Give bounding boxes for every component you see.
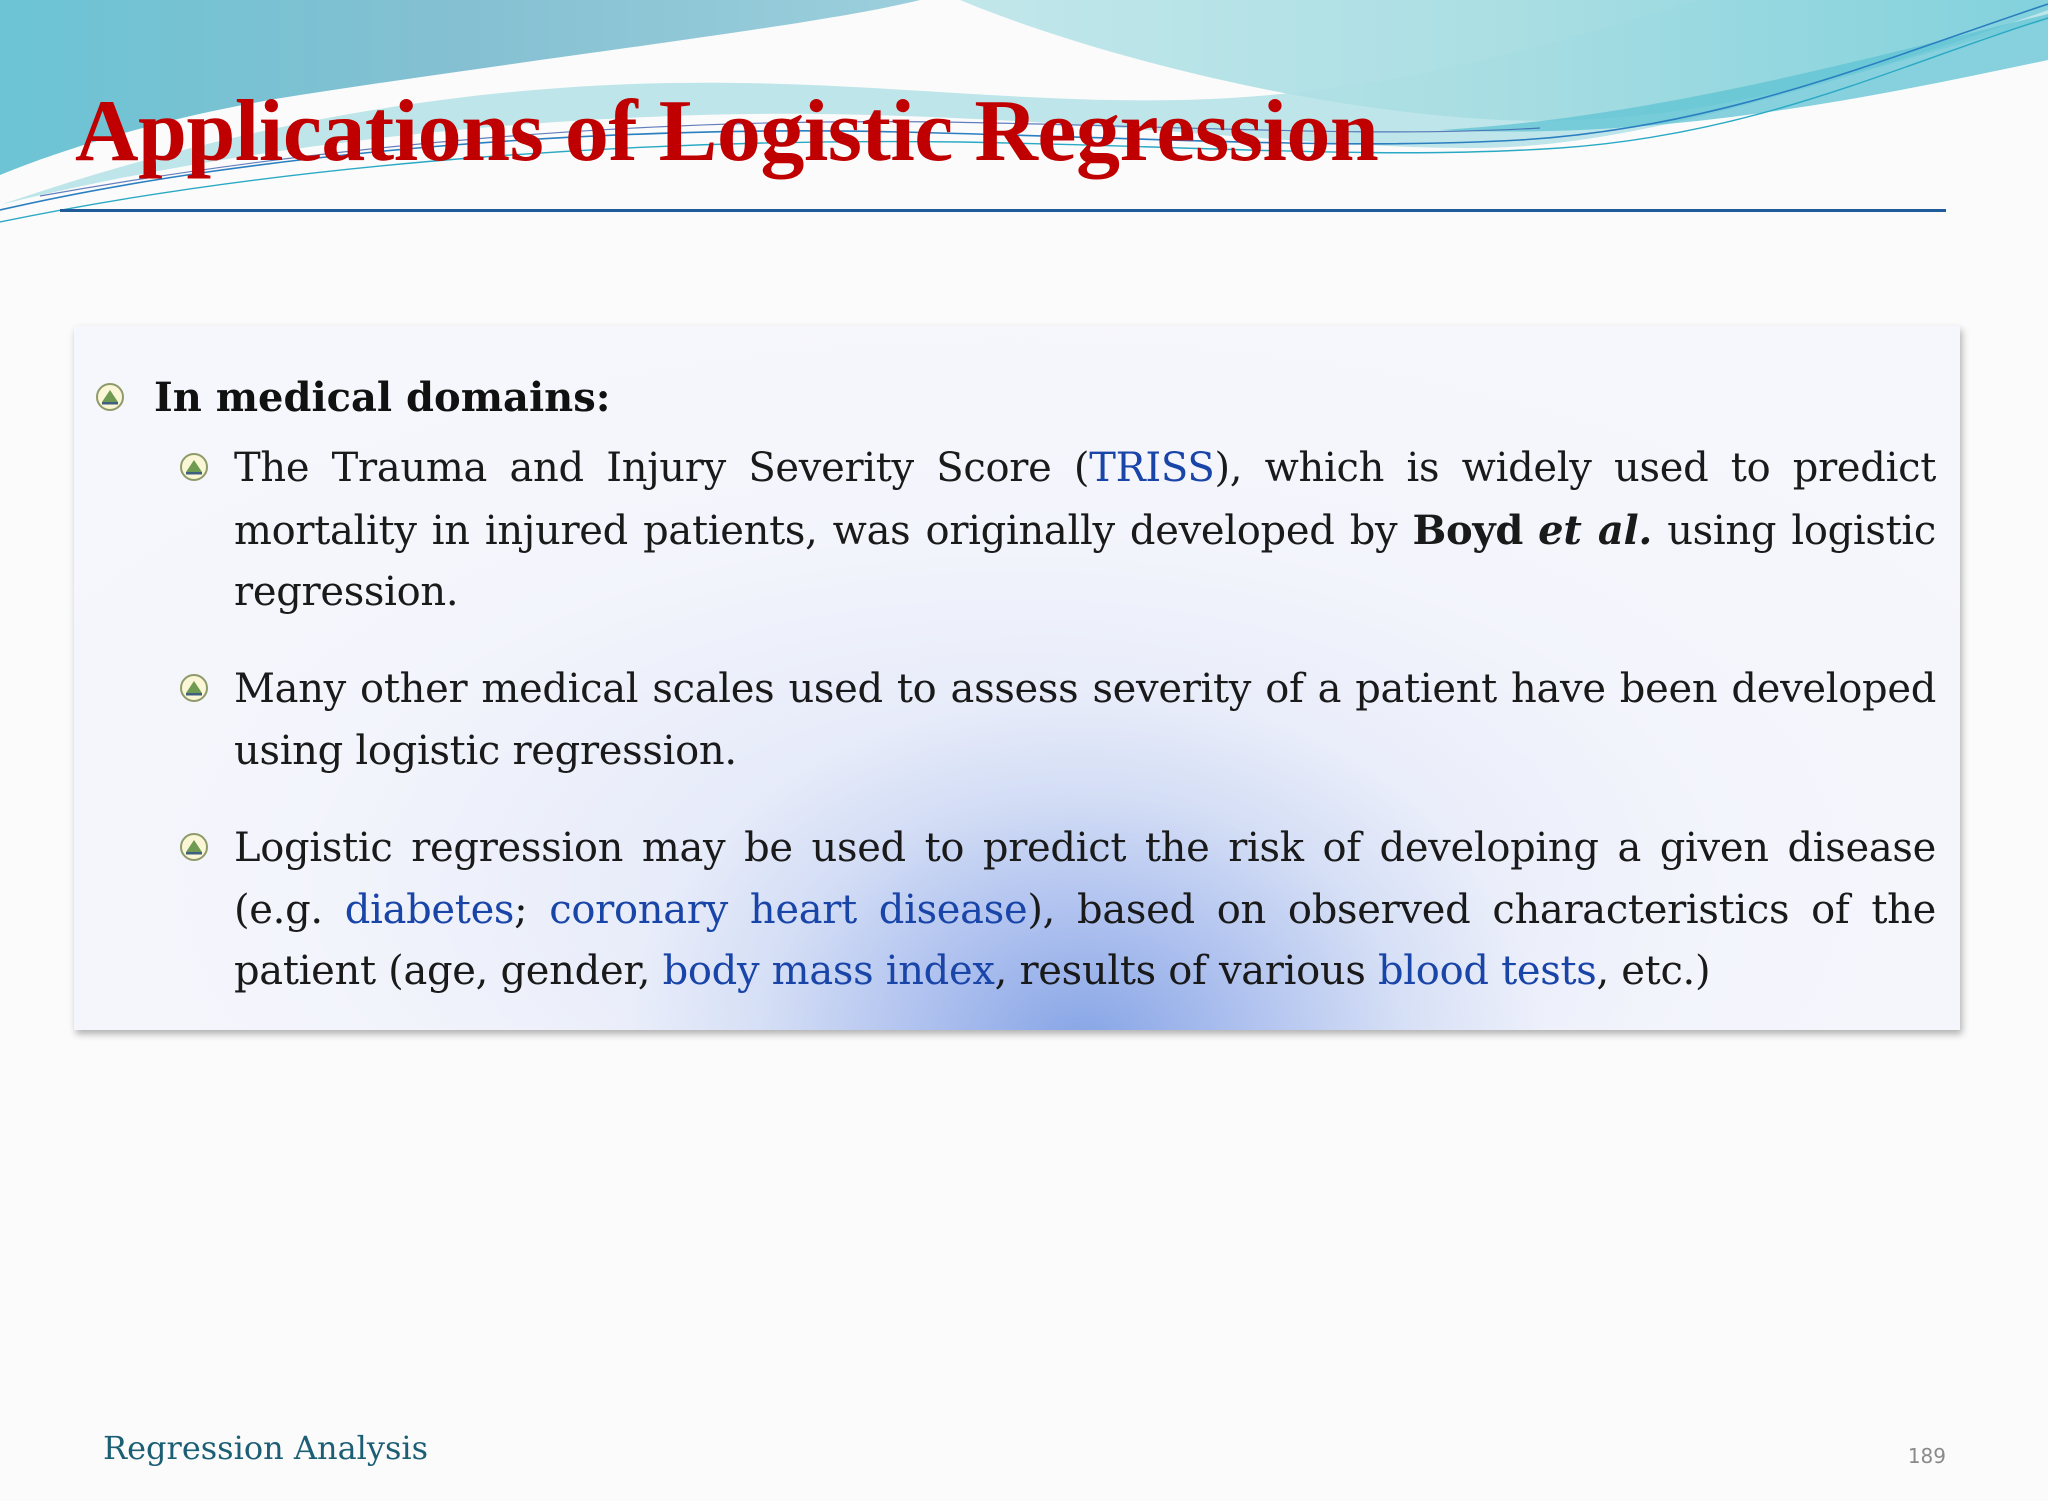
- list-item-triss: The Trauma and Injury Severity Score (TRISS), which is widely used to predict mortality in injured patients, was originally developed by Boyd et al. using logistic regression.: [234, 445, 1937, 615]
- list-item-disease-risk: Logistic regression may be used to predict the risk of developing a given disease (e.g. diabetes; coronary heart disease), based on observed characteristics of the patient (age, gender, body mass index, results of various blood tests, etc.): [234, 825, 1936, 994]
- list-item-medical-scales: Many other medical scales used to assess severity of a patient have been developed using logistic regression.: [234, 666, 1936, 774]
- bullet-icon: [179, 452, 209, 482]
- coronary-heart-disease-link[interactable]: coronary heart disease: [549, 886, 1028, 933]
- slide-title: Applications of Logistic Regression: [75, 83, 1379, 180]
- title-divider: [60, 209, 1946, 212]
- bullet-icon: [179, 832, 209, 862]
- footer-course-title: Regression Analysis: [103, 1429, 429, 1467]
- page-number: 189: [1907, 1444, 1946, 1468]
- diabetes-link[interactable]: diabetes: [344, 886, 515, 933]
- triss-link[interactable]: TRISS: [1089, 445, 1215, 491]
- section-heading: In medical domains:: [154, 374, 611, 421]
- bullet-icon: [95, 382, 125, 412]
- body-mass-index-link[interactable]: body mass index: [662, 948, 995, 994]
- bullet-icon: [179, 673, 209, 703]
- blood-tests-link[interactable]: blood tests: [1378, 948, 1597, 994]
